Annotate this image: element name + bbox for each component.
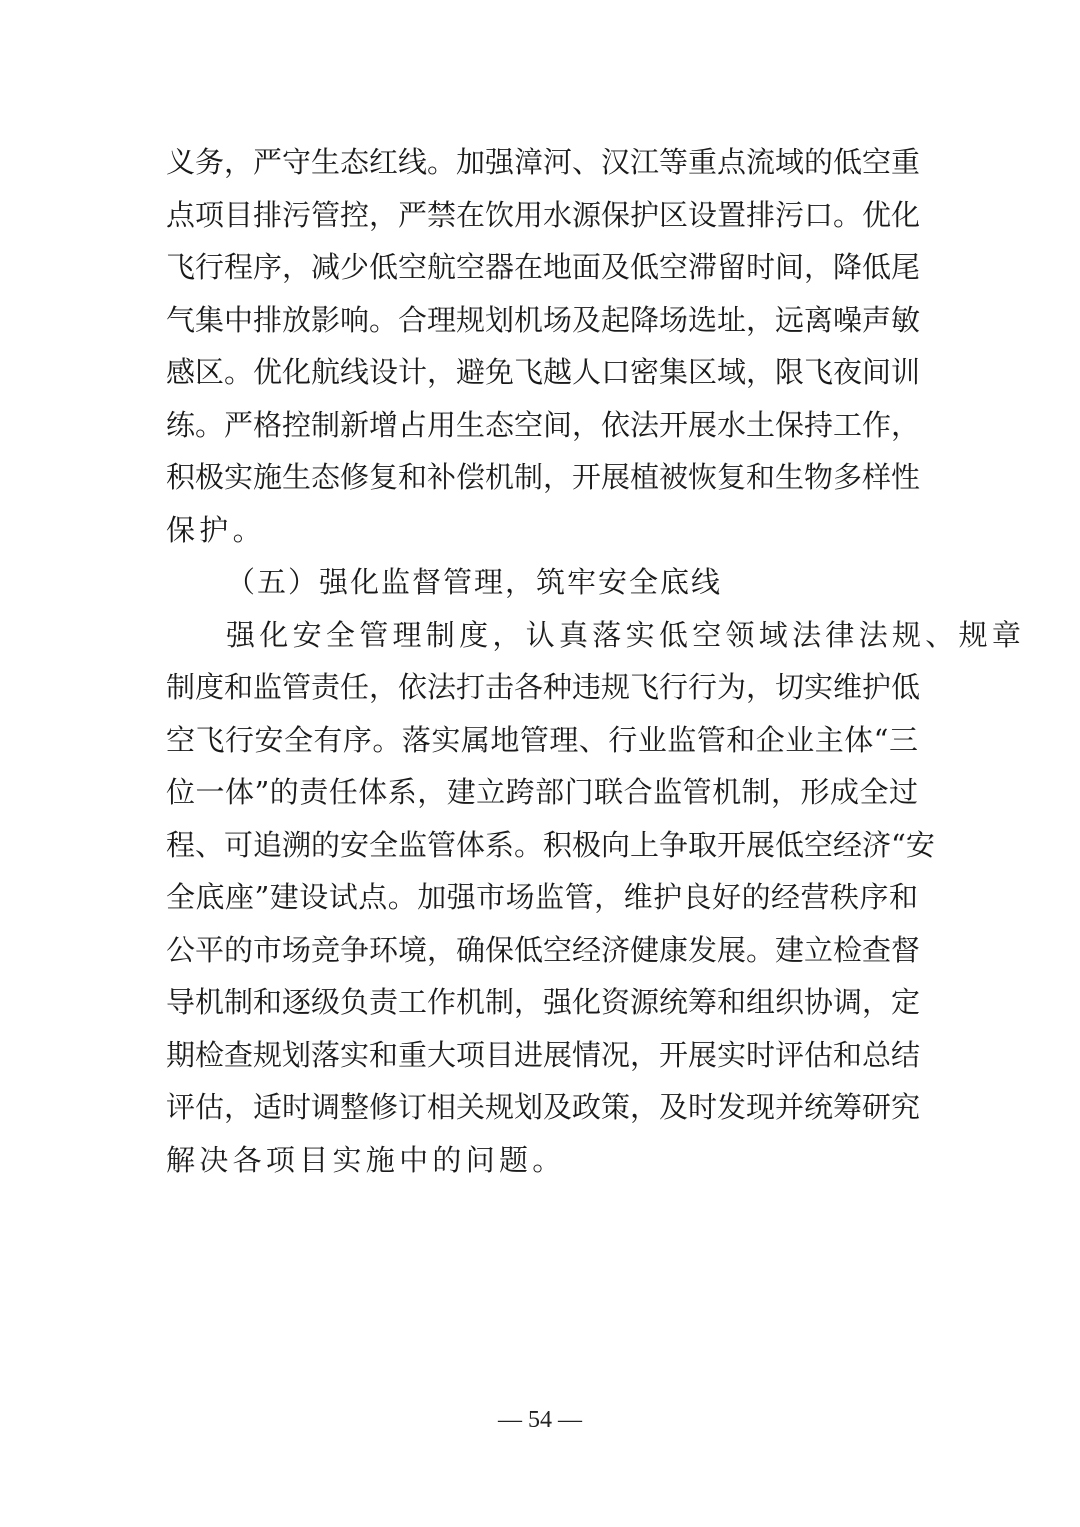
paragraph-line: 公平的市场竞争环境，确保低空经济健康发展。建立检查督: [166, 932, 921, 967]
paragraph-line: 导机制和逐级负责工作机制，强化资源统筹和组织协调，定: [166, 985, 921, 1019]
paragraph-line: 气集中排放影响。合理规划机场及起降场选址，远离噪声敏: [166, 302, 921, 337]
paragraph-line: 感区。优化航线设计，避免飞越人口密集区域，限飞夜间训: [166, 355, 921, 389]
paragraph-line: 点项目排污管控，严禁在饮用水源保护区设置排污口。优化: [166, 197, 921, 232]
paragraph-line: 制度和监管责任，依法打击各种违规飞行行为，切实维护低: [166, 670, 921, 704]
page-number: — 54 —: [498, 1407, 582, 1433]
paragraph-line: 义务，严守生态红线。加强漳河、汉江等重点流域的低空重: [166, 145, 921, 179]
paragraph-line: 飞行程序，减少低空航空器在地面及低空滞留时间，降低尾: [166, 250, 921, 284]
paragraph-line: 强化安全管理制度，认真落实低空领域法律法规、规章: [226, 617, 1026, 652]
paragraph-line: 练。严格控制新增占用生态空间，依法开展水土保持工作，: [166, 407, 921, 442]
paragraph-line: 积极实施生态修复和补偿机制，开展植被恢复和生物多样性: [166, 460, 921, 494]
paragraph-line: 期检查规划落实和重大项目进展情况，开展实时评估和总结: [166, 1037, 921, 1072]
paragraph-line: 程、可追溯的安全监管体系。积极向上争取开展低空经济“安: [166, 827, 935, 862]
paragraph-line: 空飞行安全有序。落实属地管理、行业监管和企业主体“三: [166, 722, 918, 757]
paragraph-line: 保护。: [166, 512, 266, 547]
body-text: [166, 136, 1026, 1186]
paragraph-line: 全底座”建设试点。加强市场监管，维护良好的经营秩序和: [166, 880, 918, 914]
section-heading: （五）强化监督管理，筑牢安全底线: [226, 565, 723, 599]
paragraph-line: 解决各项目实施中的问题。: [166, 1142, 566, 1177]
paragraph-line: 位一体”的责任体系，建立跨部门联合监管机制，形成全过: [166, 775, 918, 809]
paragraph-line: 评估，适时调整修订相关规划及政策，及时发现并统筹研究: [166, 1090, 921, 1124]
